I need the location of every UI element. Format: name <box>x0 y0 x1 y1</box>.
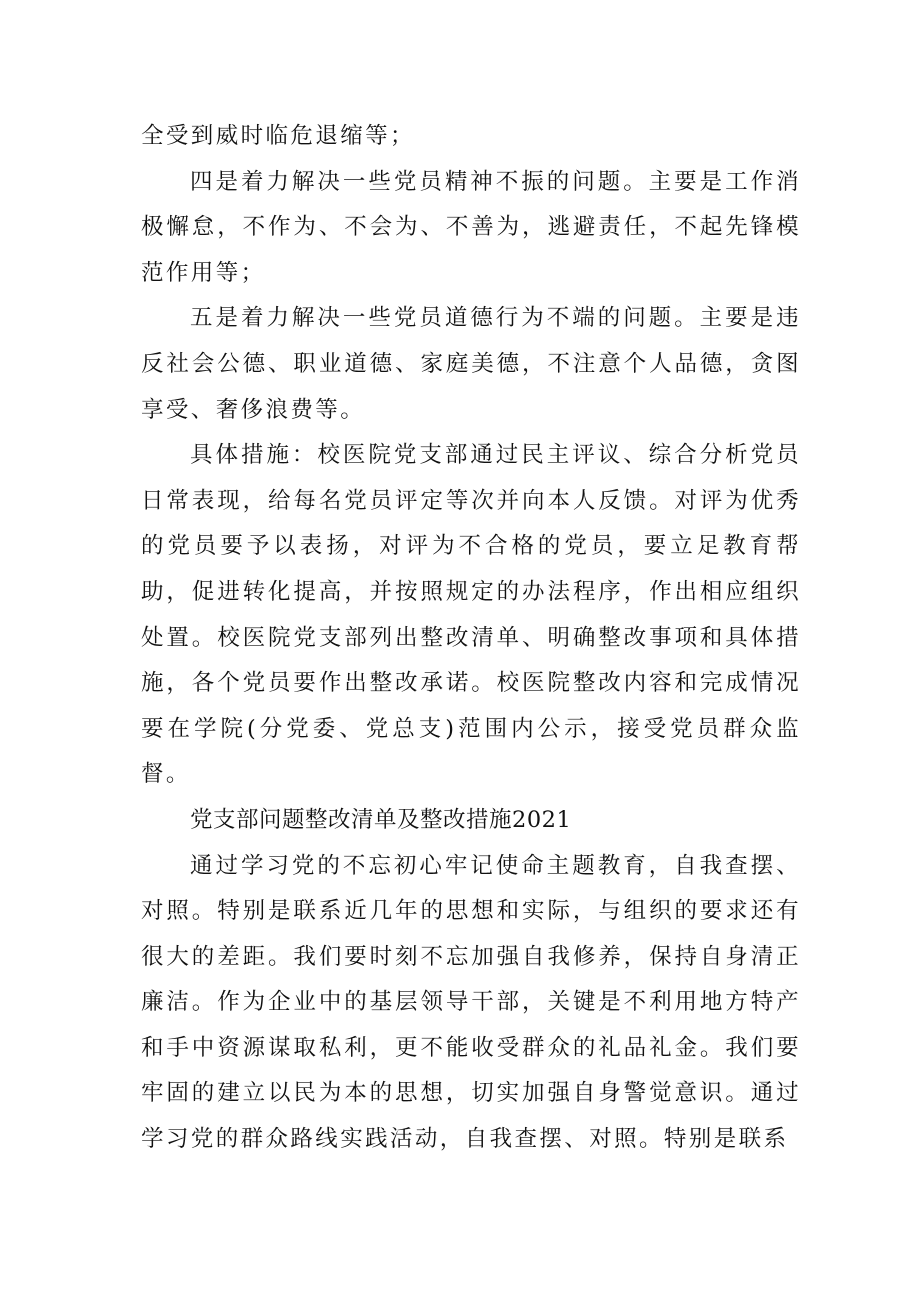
paragraph-study-reflection: 通过学习党的不忘初心牢记使命主题教育，自我查摆、对照。特别是联系近几年的思想和实际，与组织的要求还有很大的差距。我们要时刻不忘加强自我修养，保持自身清正廉洁。作为企业中的基层领导干部，关键是不利用地方特产和手中资源谋取私利，更不能收受群众的礼品礼金。我们要牢固的建立以民为本的思想，切实加强自身警觉意识。通过学习党的群众路线实践活动，自我查摆、对照。特别是联系 <box>141 852 801 1153</box>
paragraph-point-five: 五是着力解决一些党员道德行为不端的问题。主要是违反社会公德、职业道德、家庭美德，不注意个人品德，贪图享受、奢侈浪费等。 <box>141 305 801 423</box>
document-body <box>141 114 801 1163</box>
paragraph-point-four: 四是着力解决一些党员精神不振的问题。主要是工作消极懈怠，不作为、不会为、不善为，逃避责任，不起先锋模范作用等； <box>141 168 801 286</box>
paragraph-continuation: 全受到威时临危退缩等； <box>141 123 415 149</box>
paragraph-specific-measures: 具体措施：校医院党支部通过民主评议、综合分析党员日常表现，给每名党员评定等次并向本人反馈。对评为优秀的党员要予以表扬，对评为不合格的党员，要立足教育帮助，促进转化提高，并按照规定的办法程序，作出相应组织处置。校医院党支部列出整改清单、明确整改事项和具体措施，各个党员要作出整改承诺。校医院整改内容和完成情况要在学院(分党委、党总支)范围内公示，接受党员群众监督。 <box>141 442 801 788</box>
section-heading: 党支部问题整改清单及整改措施2021 <box>190 806 572 833</box>
